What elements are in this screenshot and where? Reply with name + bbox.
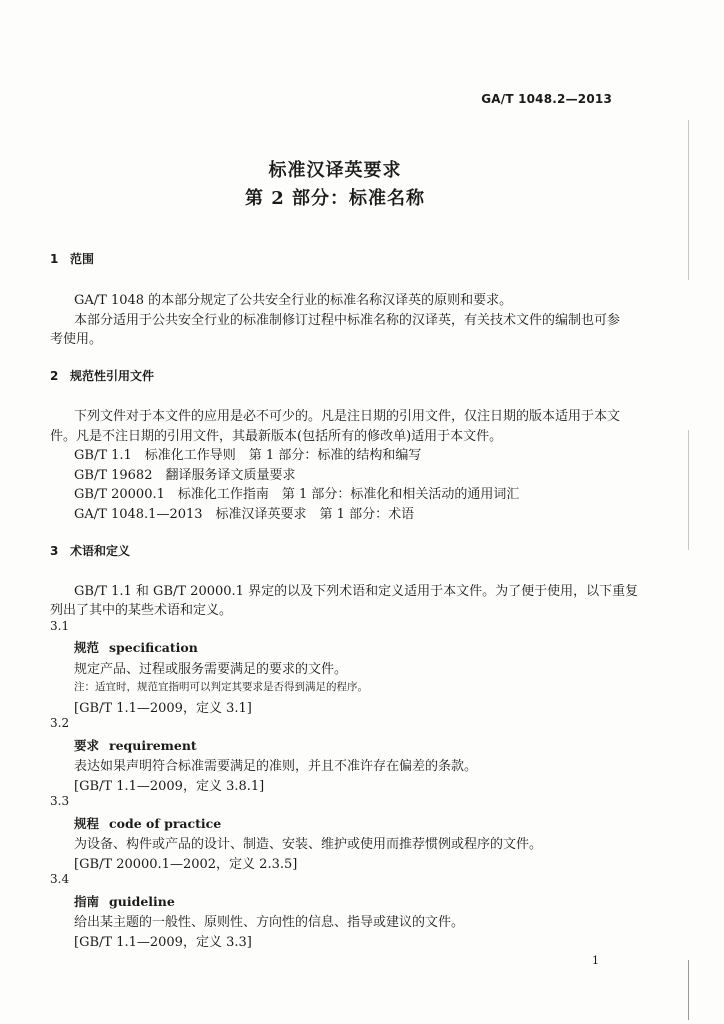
term-chinese: 规范 <box>74 640 100 655</box>
section-heading-normative-references <box>50 367 154 384</box>
section-number: 2 <box>50 369 59 383</box>
term-entry <box>74 814 221 832</box>
term-entry <box>74 736 197 754</box>
term-number: 3.1 <box>50 619 70 633</box>
terms-intro-line-2: 列出了其中的某些术语和定义。 <box>50 603 233 618</box>
scan-edge-line <box>688 430 689 550</box>
scope-paragraph-2-line-2: 考使用。 <box>50 332 103 347</box>
section-heading-scope <box>50 250 94 267</box>
term-number: 3.2 <box>50 716 70 730</box>
term-english: specification <box>109 640 198 655</box>
term-chinese: 指南 <box>74 894 100 909</box>
section-title: 范围 <box>70 252 95 266</box>
scan-edge-line <box>688 120 689 280</box>
term-entry <box>74 638 198 656</box>
section-title: 术语和定义 <box>70 544 131 558</box>
term-chinese: 要求 <box>74 738 100 753</box>
term-source: [GB/T 1.1—2009，定义 3.8.1] <box>74 779 265 794</box>
scan-edge-line <box>688 960 689 1020</box>
term-definition: 规定产品、过程或服务需要满足的要求的文件。 <box>74 662 348 677</box>
scope-paragraph-1: GA/T 1048 的本部分规定了公共安全行业的标准名称汉译英的原则和要求。 <box>74 293 513 308</box>
reference-item: GA/T 1048.1—2013 标准汉译英要求 第 1 部分：术语 <box>74 507 415 522</box>
term-english: guideline <box>109 894 175 909</box>
reference-item: GB/T 20000.1 标准化工作指南 第 1 部分：标准化和相关活动的通用词汇 <box>74 487 520 502</box>
term-source: [GB/T 1.1—2009，定义 3.1] <box>74 701 252 716</box>
terms-intro-line-1: GB/T 1.1 和 GB/T 20000.1 界定的以及下列术语和定义适用于本文件。为了便于使用，以下重复 <box>74 584 639 599</box>
document-code: GA/T 1048.2—2013 <box>481 92 612 106</box>
term-english: code of practice <box>109 816 222 831</box>
term-entry <box>74 892 175 910</box>
term-definition: 给出某主题的一般性、原则性、方向性的信息、指导或建议的文件。 <box>74 915 465 930</box>
term-source: [GB/T 1.1—2009，定义 3.3] <box>74 935 252 950</box>
scope-paragraph-2-line-1: 本部分适用于公共安全行业的标准制修订过程中标准名称的汉译英，有关技术文件的编制也可参 <box>74 313 621 328</box>
term-chinese: 规程 <box>74 816 100 831</box>
references-intro-line-1: 下列文件对于本文件的应用是必不可少的。凡是注日期的引用文件，仅注日期的版本适用于本文 <box>74 409 621 424</box>
term-number: 3.3 <box>50 794 70 808</box>
section-title: 规范性引用文件 <box>70 369 155 383</box>
document-title: 标准汉译英要求 <box>268 160 402 181</box>
section-number: 1 <box>50 252 59 266</box>
section-number: 3 <box>50 544 59 558</box>
reference-item: GB/T 1.1 标准化工作导则 第 1 部分：标准的结构和编写 <box>74 448 422 463</box>
document-subtitle: 第 2 部分：标准名称 <box>244 188 426 209</box>
references-intro-line-2: 件。凡是不注日期的引用文件，其最新版本(包括所有的修改单)适用于本文件。 <box>50 429 503 444</box>
term-english: requirement <box>109 738 197 753</box>
term-number: 3.4 <box>50 872 70 886</box>
term-definition: 表达如果声明符合标准需要满足的准则，并且不准许存在偏差的条款。 <box>74 759 478 774</box>
term-source: [GB/T 20000.1—2002，定义 2.3.5] <box>74 857 298 872</box>
reference-item: GB/T 19682 翻译服务译文质量要求 <box>74 468 296 483</box>
term-definition: 为设备、构件或产品的设计、制造、安装、维护或使用而推荐惯例或程序的文件。 <box>74 837 543 852</box>
term-note: 注：适宜时，规范宜指明可以判定其要求是否得到满足的程序。 <box>74 681 368 693</box>
page-number: 1 <box>592 954 599 967</box>
section-heading-terms-definitions <box>50 542 130 559</box>
